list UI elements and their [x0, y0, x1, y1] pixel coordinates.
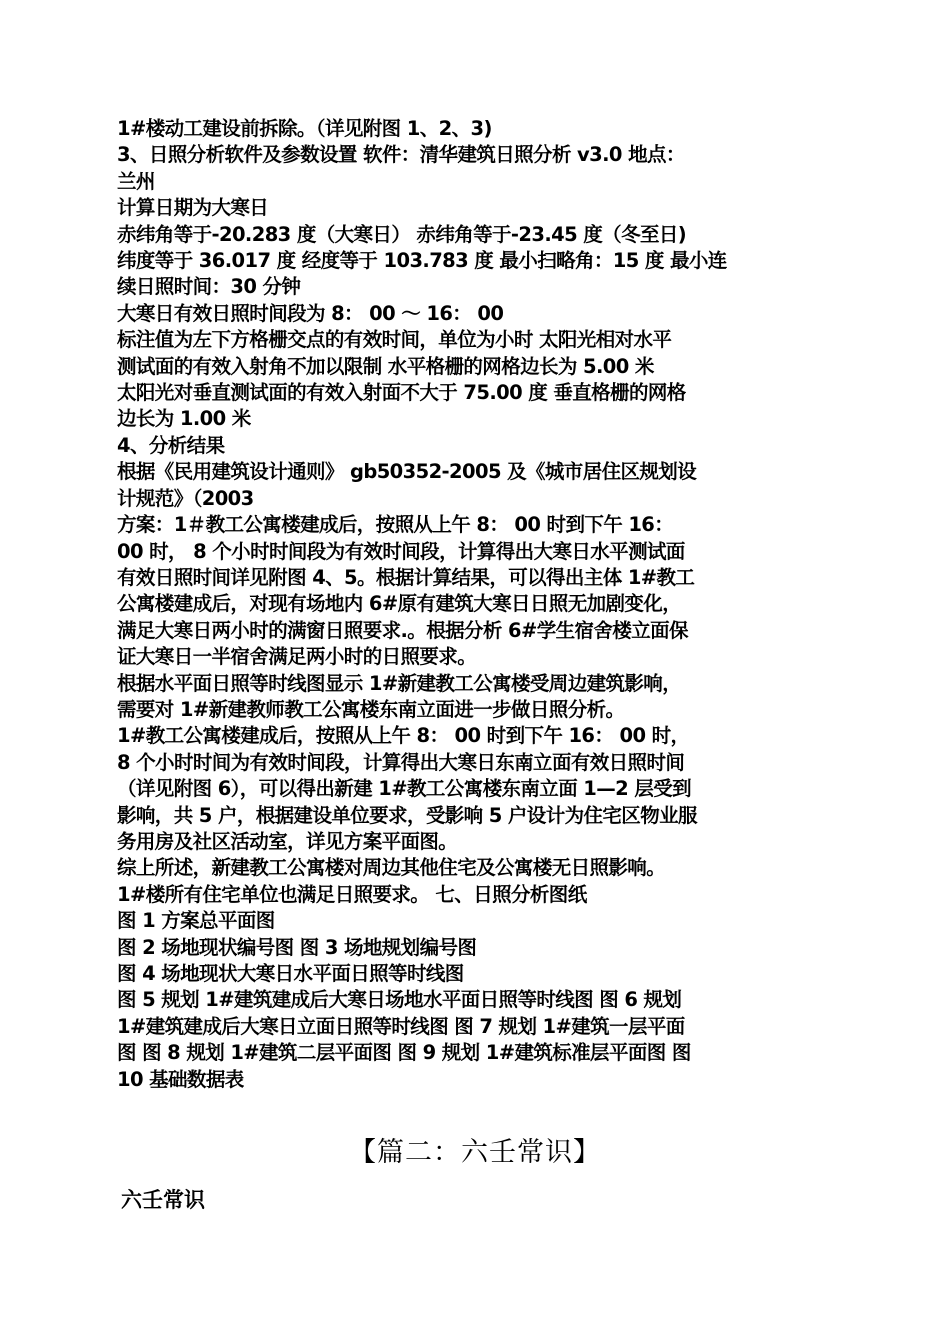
text-line: 赤纬角等于-20.283 度（大寒日） 赤纬角等于-23.45 度（冬至日) [117, 222, 687, 246]
text-line: 需要对 1#新建教师教工公寓楼东南立面进一步做日照分析。 [117, 697, 625, 721]
text-line: 1#楼动工建设前拆除。（详见附图 1、2、3) [117, 117, 492, 140]
text-line: 图 图 8 规划 1#建筑二层平面图 图 9 规划 1#建筑标准层平面图 图 [117, 1041, 691, 1065]
text-line: 有效日照时间详见附图 4、5。根据计算结果，可以得出主体 1#教工 [117, 565, 695, 589]
text-line: 1#楼所有住宅单位也满足日照要求。 七、日照分析图纸 [117, 882, 587, 906]
text-line: 图 2 场地现状编号图 图 3 场地规划编号图 [117, 935, 477, 959]
text-line: 测试面的有效入射角不加以限制 水平格栅的网格边长为 5.00 米 [117, 354, 654, 378]
text-line: 1#教工公寓楼建成后，按照从上午 8： 00 时到下午 16： 00 时， [117, 724, 690, 748]
text-line: 方案：1＃教工公寓楼建成后，按照从上午 8： 00 时到下午 16： [117, 513, 674, 537]
text-line: 边长为 1.00 米 [117, 407, 251, 431]
text-line: 务用房及社区活动室，详见方案平面图。 [117, 829, 458, 853]
text-line: 纬度等于 36.017 度 经度等于 103.783 度 最小扫略角：15 度 最小连 [117, 249, 727, 273]
text-line: 公寓楼建成后，对现有场地内 6#原有建筑大寒日日照无加剧变化， [117, 592, 682, 616]
text-line: 图 1 方案总平面图 [117, 909, 275, 933]
text-line: 满足大寒日两小时的满窗日照要求.。根据分析 6#学生宿舍楼立面保 [117, 618, 688, 642]
text-line: 00 时， 8 个小时时间段为有效时间段，计算得出大寒日水平测试面 [117, 539, 685, 563]
text-line: 太阳光对垂直测试面的有效入射面不大于 75.00 度 垂直格栅的网格 [117, 381, 686, 405]
text-line: （详见附图 6），可以得出新建 1#教工公寓楼东南立面 1—2 层受到 [117, 777, 692, 801]
text-line: 4、分析结果 [117, 433, 225, 457]
text-line: 10 基础数据表 [117, 1067, 244, 1091]
section-heading: 【篇二：六壬常识】 [349, 1137, 601, 1168]
text-line: 计规范》（2003 [117, 486, 254, 510]
text-line: 大寒日有效日照时间段为 8： 00 ～ 16： 00 [117, 301, 504, 325]
text-line: 证大寒日一半宿舍满足两小时的日照要求。 [117, 645, 477, 669]
text-line: 图 4 场地现状大寒日水平面日照等时线图 [117, 962, 464, 985]
text-line: 综上所述，新建教工公寓楼对周边其他住宅及公寓楼无日照影响。 [117, 856, 666, 880]
text-line: 3、日照分析软件及参数设置 软件：清华建筑日照分析 v3.0 地点： [117, 143, 685, 167]
text-line: 图 5 规划 1#建筑建成后大寒日场地水平面日照等时线图 图 6 规划 [117, 988, 682, 1012]
text-line: 计算日期为大寒日 [117, 196, 269, 220]
text-line: 影响，共 5 户，根据建设单位要求，受影响 5 户设计为住宅区物业服 [117, 803, 697, 827]
text-line: 标注值为左下方格栅交点的有效时间，单位为小时 太阳光相对水平 [117, 328, 672, 352]
text-line: 兰州 [117, 169, 155, 193]
text-line: 续日照时间：30 分钟 [117, 275, 301, 299]
text-line: 根据《民用建筑设计通则》 gb50352-2005 及《城市居住区规划设 [117, 460, 697, 484]
subheading: 六壬常识 [121, 1188, 205, 1212]
body-text [117, 116, 837, 1093]
text-line: 1#建筑建成后大寒日立面日照等时线图 图 7 规划 1#建筑一层平面 [117, 1014, 685, 1038]
text-line: 8 个小时时间为有效时间段，计算得出大寒日东南立面有效日照时间 [117, 750, 685, 774]
text-line: 根据水平面日照等时线图显示 1#新建教工公寓楼受周边建筑影响， [117, 671, 682, 695]
